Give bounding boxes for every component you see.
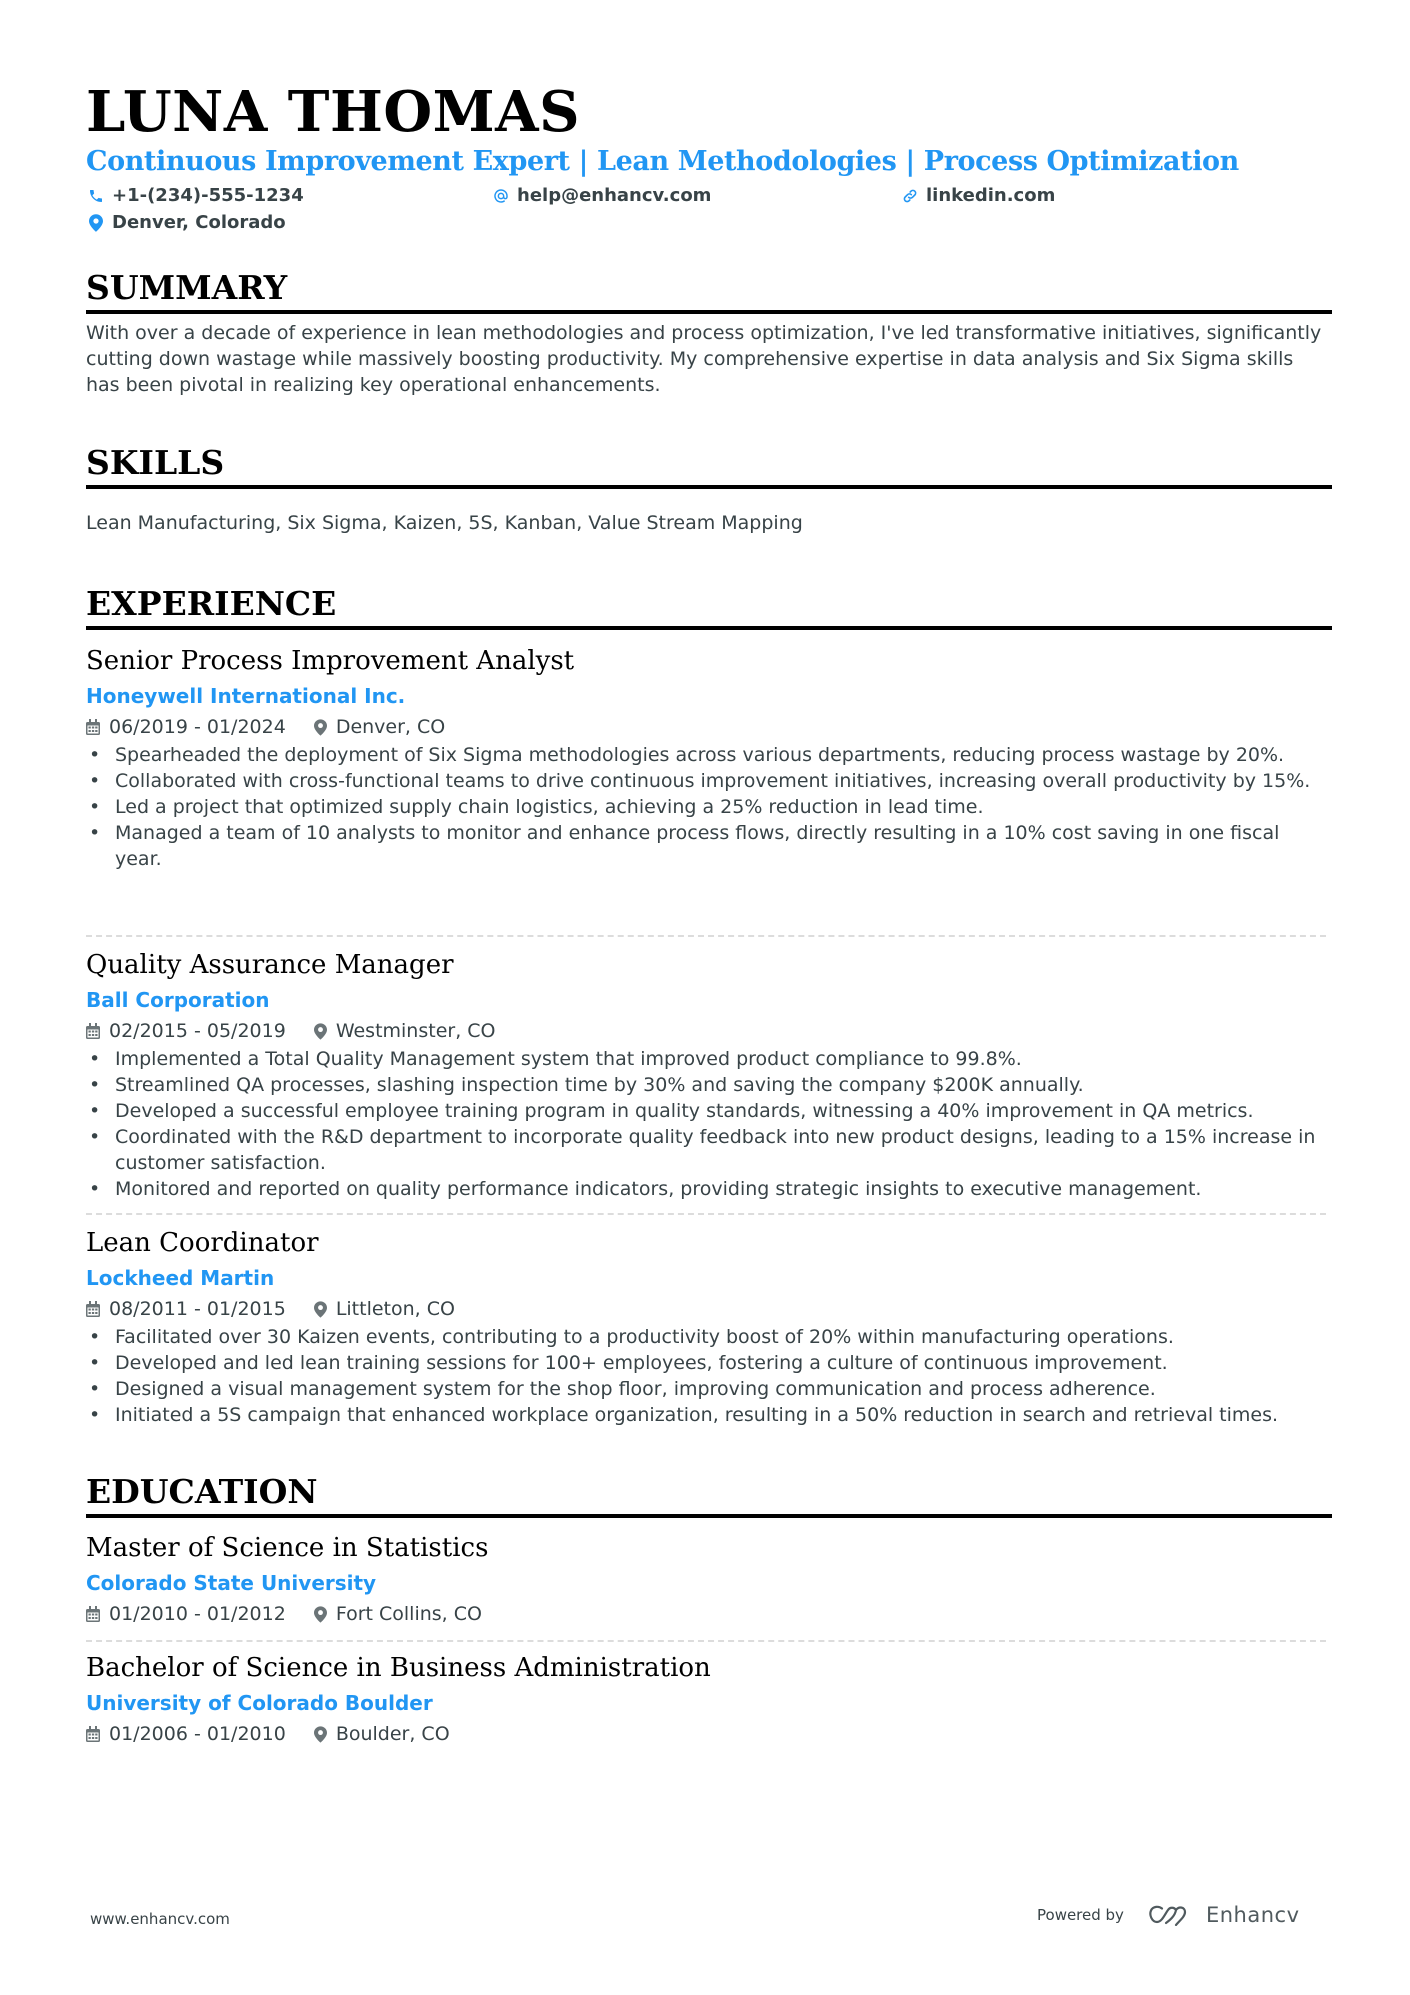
job-title: Lean Coordinator [86,1228,319,1258]
candidate-headline: Continuous Improvement Expert | Lean Methodologies | Process Optimization [86,146,1239,177]
location-text: Denver, CO [335,716,446,738]
location-pin-icon [87,214,105,232]
linkedin-url: linkedin.com [926,185,1056,206]
bullet-item: • Monitored and reported on quality performance indicators, providing strategic insights to executive management. [86,1176,1332,1202]
education-entry [86,1651,1332,1749]
footer-website-link[interactable]: www.enhancv.com [90,1910,230,1928]
bullet-list [86,742,1332,872]
summary-text: With over a decade of experience in lean methodologies and process optimization, I've led transformative initiatives, significantly cutting down wastage while massively boosting productivity. My comprehensive expertise in data analysis and Six Sigma skills has been pivotal in realizing key operational enhancements. [86,322,1322,396]
bullet-item: • Managed a team of 10 analysts to monitor and enhance process flows, directly resulting in a 10% cost saving in one fiscal year. [86,820,1332,872]
bullet-item: • Developed a successful employee training program in quality standards, witnessing a 40% improvement in QA metrics. [86,1098,1332,1124]
section-title-education: EDUCATION [86,1472,1332,1518]
location-text: Westminster, CO [335,1020,496,1042]
degree-title: Bachelor of Science in Business Administration [86,1653,711,1683]
contact-linkedin[interactable] [901,184,1055,208]
location-pin-icon [314,1726,327,1743]
location [314,1599,482,1629]
powered-by-label: Powered by [1037,1906,1124,1924]
bullet-item: • Collaborated with cross-functional teams to drive continuous improvement initiatives, increasing overall productivity by 15%. [86,768,1332,794]
company-name[interactable]: Honeywell International Inc. [86,684,406,708]
entry-divider [86,1213,1326,1215]
location [314,1719,450,1749]
bullet-item: • Streamlined QA processes, slashing inspection time by 30% and saving the company $200K annually. [86,1072,1332,1098]
contact-location [87,211,286,235]
entry-meta [86,1599,1332,1629]
footer-powered-by[interactable] [1037,1903,1300,1927]
entry-meta [86,712,1332,742]
enhancv-logo-icon [1148,1904,1194,1926]
date-range [86,1599,286,1629]
dates: 02/2015 - 05/2019 [109,1020,286,1042]
school-name[interactable]: University of Colorado Boulder [86,1691,433,1715]
entry-meta [86,1719,1332,1749]
bullet-list [86,1324,1332,1428]
bullet-list [86,1046,1332,1202]
experience-entry [86,948,1332,1202]
bullet-item: • Designed a visual management system for the shop floor, improving communication and process adherence. [86,1376,1332,1402]
calendar-icon [86,1606,100,1622]
section-title-skills: SKILLS [86,443,1332,489]
date-range [86,1294,286,1324]
entry-meta [86,1016,1332,1046]
entry-divider [86,1640,1326,1642]
education-entry [86,1531,1332,1629]
date-range [86,1719,286,1749]
entry-meta [86,1294,1332,1324]
location-text: Littleton, CO [335,1298,455,1320]
degree-title: Master of Science in Statistics [86,1533,489,1563]
section-title-experience: EXPERIENCE [86,584,1332,630]
job-title: Senior Process Improvement Analyst [86,646,575,676]
candidate-name: LUNA THOMAS [86,79,581,145]
company-name[interactable]: Ball Corporation [86,988,270,1012]
date-range [86,712,286,742]
bullet-item: • Facilitated over 30 Kaizen events, contributing to a productivity boost of 20% within manufacturing operations. [86,1324,1332,1350]
section-title-summary: SUMMARY [86,268,1332,314]
bullet-item: • Led a project that optimized supply chain logistics, achieving a 25% reduction in lead time. [86,794,1332,820]
calendar-icon [86,719,100,735]
location [314,1294,455,1324]
contact-email[interactable] [492,184,711,208]
skills-text: Lean Manufacturing, Six Sigma, Kaizen, 5S, Kanban, Value Stream Mapping [86,512,803,534]
bullet-item: • Initiated a 5S campaign that enhanced workplace organization, resulting in a 50% reduction in search and retrieval times. [86,1402,1332,1428]
bullet-item: • Implemented a Total Quality Management system that improved product compliance to 99.8%. [86,1046,1332,1072]
location-text: Boulder, CO [335,1723,450,1745]
bullet-item: • Spearheaded the deployment of Six Sigma methodologies across various departments, reducing process wastage by 20%. [86,742,1332,768]
dates: 01/2006 - 01/2010 [109,1723,286,1745]
school-name[interactable]: Colorado State University [86,1571,377,1595]
contact-phone[interactable] [87,184,304,208]
email-address: help@enhancv.com [517,185,712,206]
location-text: Fort Collins, CO [335,1603,482,1625]
bullet-item: • Coordinated with the R&D department to incorporate quality feedback into new product designs, leading to a 15% increase in customer satisfaction. [86,1124,1332,1176]
dates: 06/2019 - 01/2024 [109,716,286,738]
location-pin-icon [314,1606,327,1623]
experience-entry [86,644,1332,872]
link-icon [901,187,919,205]
location-pin-icon [314,1301,327,1318]
location-pin-icon [314,719,327,736]
bullet-item: • Developed and led lean training sessions for 100+ employees, fostering a culture of continuous improvement. [86,1350,1332,1376]
job-title: Quality Assurance Manager [86,950,454,980]
phone-number: +1-(234)-555-1234 [112,185,304,206]
calendar-icon [86,1301,100,1317]
company-name[interactable]: Lockheed Martin [86,1266,275,1290]
location-text: Denver, Colorado [112,212,286,233]
phone-icon [87,187,105,205]
dates: 01/2010 - 01/2012 [109,1603,286,1625]
location-pin-icon [314,1023,327,1040]
calendar-icon [86,1023,100,1039]
date-range [86,1016,286,1046]
location [314,712,445,742]
entry-divider [86,935,1326,937]
at-icon [492,187,510,205]
dates: 08/2011 - 01/2015 [109,1298,286,1320]
location [314,1016,496,1046]
enhancv-brand: Enhancv [1205,1903,1300,1927]
experience-entry [86,1226,1332,1428]
calendar-icon [86,1726,100,1742]
